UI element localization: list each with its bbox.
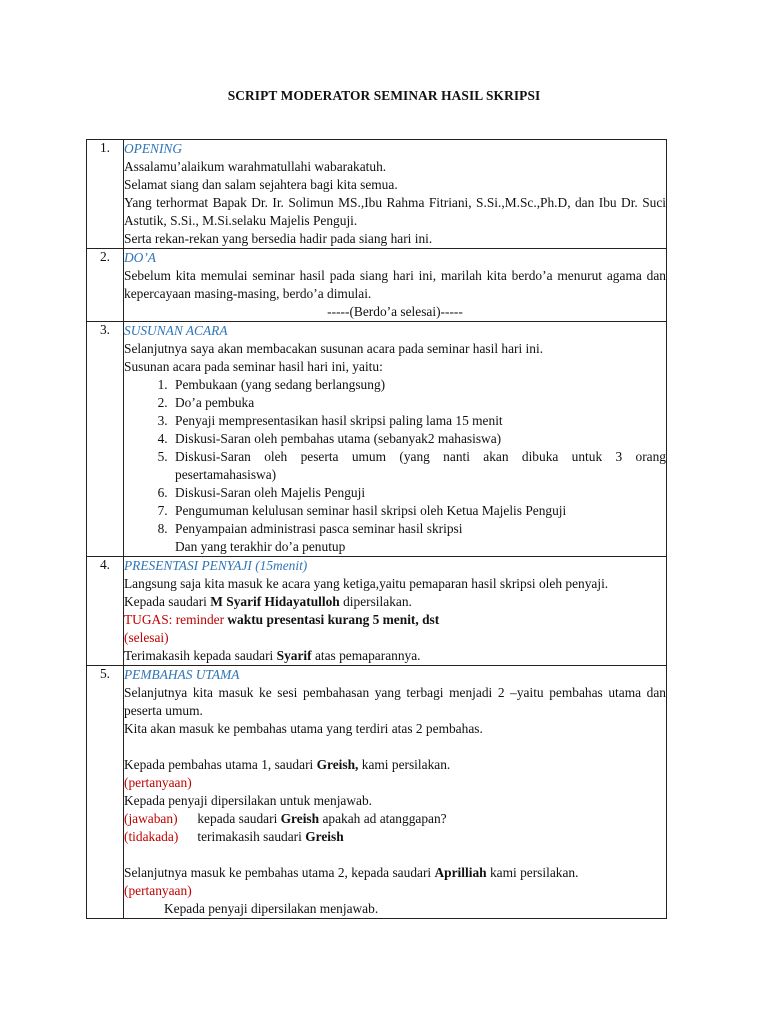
thanks-text: atas pemaparannya. [311,648,421,663]
answer-text: kepada saudari [197,811,281,826]
list-item: 7. Pengumuman kelulusan seminar hasil skripsi oleh Ketua Majelis Penguji [171,502,666,520]
list-item: 8. Penyampaian administrasi pasca seminar hasil skripsi [171,520,666,538]
table-row [87,322,667,557]
agenda-list [124,376,666,538]
section-heading: DO’A [124,250,156,265]
answer-prompt-line: Kepada penyaji dipersilakan menjawab. [164,901,379,916]
thanks-text: Terimakasih kepada saudari [124,648,277,663]
list-item: 2. Do’a pembuka [171,394,666,412]
table-row [87,557,667,666]
presenter-short-name: Syarif [276,648,312,663]
invite-text: Selanjutnya masuk ke pembahas utama 2, kepada saudari [124,865,435,880]
list-item: 5. Diskusi-Saran oleh peserta umum (yang nanti akan dibuka untuk 3 orang pesertamahasiswa) [171,448,666,484]
answer-prompt-line: Kepada penyaji dipersilakan untuk menjawab. [124,793,373,808]
presenter-invite-line [124,593,666,611]
row-content [124,557,667,666]
row-number: 2. [87,249,124,322]
discussant-1-invite-line [124,756,666,774]
table-row [87,140,667,249]
page-title: SCRIPT MODERATOR SEMINAR HASIL SKRIPSI [227,88,541,103]
thanks-text: terimakasih saudari [197,829,306,844]
spacer [124,846,666,864]
task-text: waktu presentasi kurang 5 menit, dst [227,612,440,627]
spacer [124,738,666,756]
row-content [124,322,667,557]
no-response-cue: (tidakada) [124,829,179,844]
section-heading: PEMBAHAS UTAMA [124,667,240,682]
answer-line [124,810,666,828]
table-row [87,249,667,322]
no-response-line [124,828,666,846]
row-content [124,140,667,249]
section-heading: PRESENTASI PENYAJI (15menit) [124,558,308,573]
list-item: 1. Pembukaan (yang sedang berlangsung) [171,376,666,394]
section-heading: OPENING [124,141,183,156]
row-content [124,249,667,322]
list-item: 4. Diskusi-Saran oleh pembahas utama (sebanyak2 mahasiswa) [171,430,666,448]
task-line [124,611,666,629]
discussant-2-name: Aprilliah [434,865,487,880]
row-number: 3. [87,322,124,557]
discussant-1-name-ref: Greish [280,811,320,826]
invite-text: Kepada pembahas utama 1, saudari [124,757,317,772]
done-cue: (selesai) [124,630,169,645]
discussant-1-name: Greish, [316,757,359,772]
script-table [86,139,667,919]
agenda-intro-line: Selanjutnya saya akan membacakan susunan acara pada seminar hasil hari ini. [124,341,544,356]
honorific-line: Yang terhormat Bapak Dr. Ir. Solimun MS.,Ibu Rahma Fitriani, S.Si.,M.Sc.,Ph.D, dan Ibu Dr. Suci Astutik, S.Si., M.Si.selaku Majelis Penguji. [124,195,666,228]
row-number: 4. [87,557,124,666]
audience-line: Serta rekan-rekan yang bersedia hadir pada siang hari ini. [124,231,433,246]
discussion-intro-line-2: Kita akan masuk ke pembahas utama yang terdiri atas 2 pembahas. [124,721,483,736]
list-item: 6. Diskusi-Saran oleh Majelis Penguji [171,484,666,502]
presenter-name: M Syarif Hidayatulloh [210,594,340,609]
answer-cue: (jawaban) [124,811,178,826]
welcome-line: Selamat siang dan salam sejahtera bagi kita semua. [124,177,398,192]
section-heading: SUSUNAN ACARA [124,323,228,338]
row-number: 5. [87,666,124,919]
row-number: 1. [87,140,124,249]
agenda-closing-line: Dan yang terakhir do’a penutup [175,539,346,554]
invite-text: Kepada saudari [124,594,211,609]
table-row [87,666,667,919]
invite-text: dipersilakan. [339,594,412,609]
question-cue: (pertanyaan) [124,883,192,898]
list-item: 3. Penyaji mempresentasikan hasil skripsi paling lama 15 menit [171,412,666,430]
question-cue: (pertanyaan) [124,775,192,790]
thanks-line [124,647,666,665]
row-content [124,666,667,919]
prayer-done-line: -----(Berdo’a selesai)----- [327,304,463,319]
answer-text: apakah ad atanggapan? [319,811,447,826]
prayer-invite-line: Sebelum kita memulai seminar hasil pada siang hari ini, marilah kita berdo’a menurut agama dan kepercayaan masing-masing, berdo’a dimulai. [124,268,666,301]
invite-text: kami persilakan. [358,757,451,772]
discussant-2-invite-line [124,864,666,882]
agenda-lead-line: Susunan acara pada seminar hasil hari ini, yaitu: [124,359,383,374]
greeting-line: Assalamu’alaikum warahmatullahi wabarakatuh. [124,159,387,174]
discussion-intro-line: Selanjutnya kita masuk ke sesi pembahasan yang terbagi menjadi 2 –yaitu pembahas utama dan peserta umum. [124,685,666,718]
discussant-1-name-ref: Greish [305,829,344,844]
task-label: TUGAS: reminder [124,612,228,627]
presentation-intro-line: Langsung saja kita masuk ke acara yang ketiga,yaitu pemaparan hasil skripsi oleh penyaji. [124,576,609,591]
invite-text: kami persilakan. [486,865,579,880]
